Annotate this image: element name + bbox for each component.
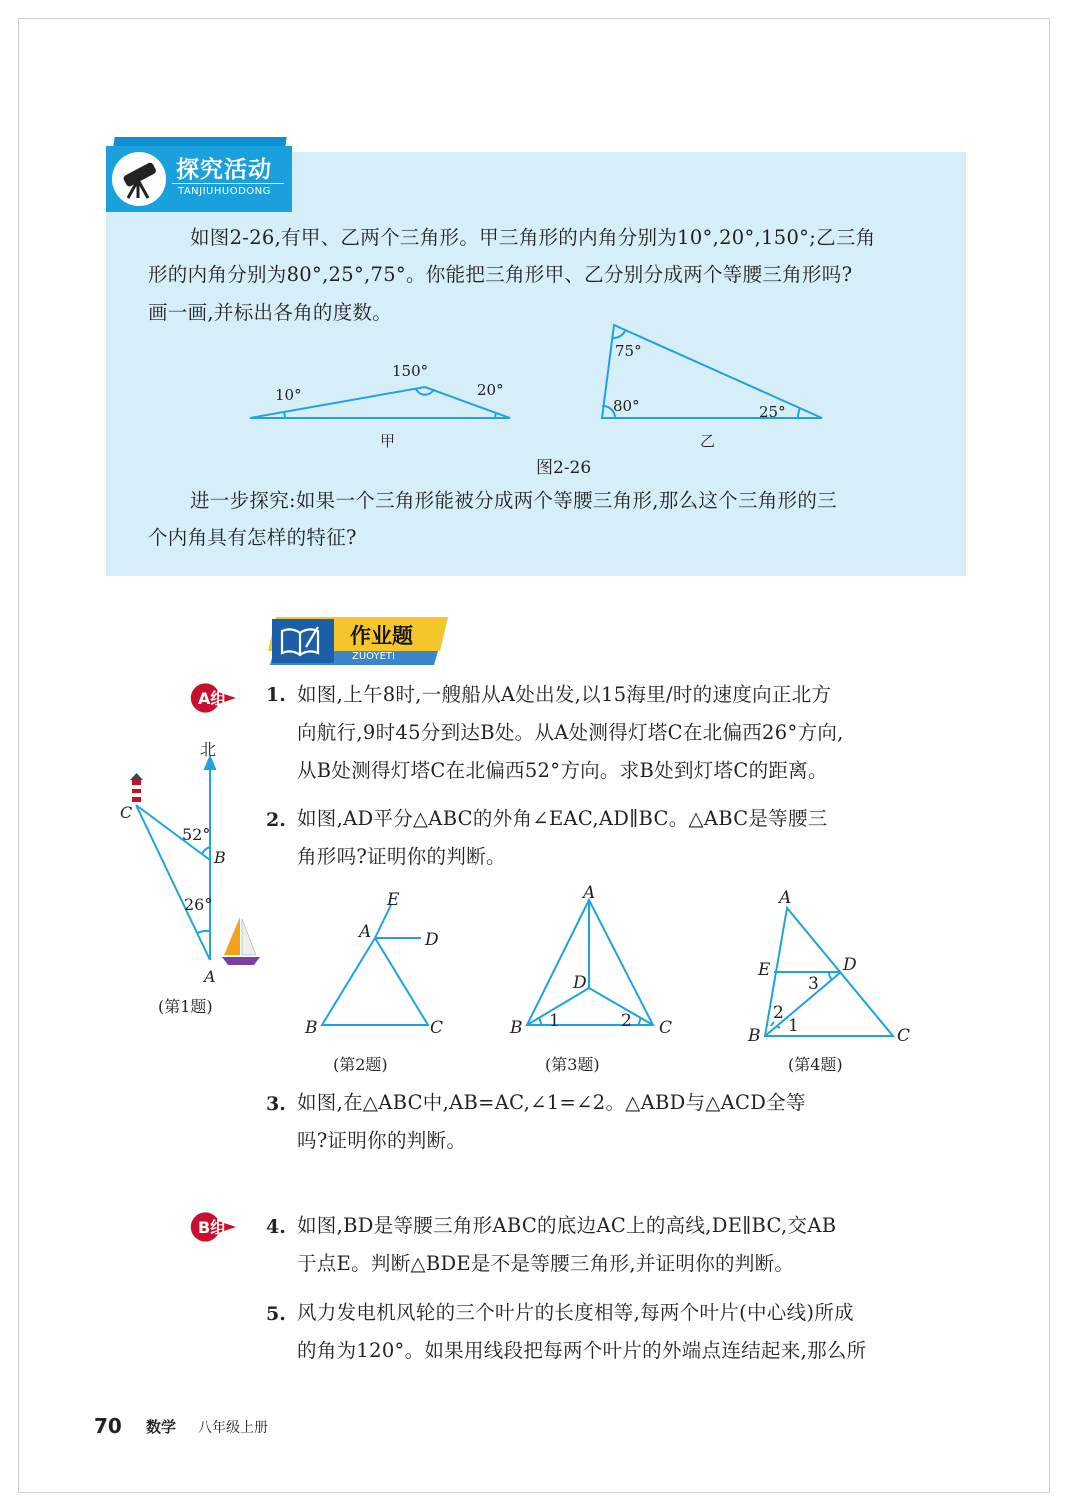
q3-line1: 如图,在△ABC中,AB=AC,∠1=∠2。△ABD与△ACD全等 <box>297 1091 806 1114</box>
q3-number: 3. <box>266 1093 286 1115</box>
fig3-b: B <box>510 1018 523 1038</box>
explore-title-divider <box>172 183 284 184</box>
figure-q4 <box>745 880 925 1045</box>
fig4-caption: (第4题) <box>788 1055 843 1074</box>
q4-number: 4. <box>266 1216 286 1238</box>
jia-label: 甲 <box>380 432 396 450</box>
fig2-caption: (第2题) <box>333 1055 388 1074</box>
book-pencil-icon <box>278 621 324 661</box>
jia-angle-20: 20° <box>477 381 504 399</box>
q5-number: 5. <box>266 1303 286 1325</box>
q4-line2: 于点E。判断△BDE是不是等腰三角形,并证明你的判断。 <box>297 1252 795 1275</box>
group-a-label: A组 <box>198 689 227 708</box>
fig2-a: A <box>359 922 372 942</box>
fig2-c: C <box>430 1018 444 1038</box>
q1-line3: 从B处测得灯塔C在北偏西52°方向。求B处到灯塔C的距离。 <box>297 759 828 782</box>
footer-subject: 数学 <box>146 1418 177 1436</box>
fig3-a: A <box>583 883 596 903</box>
q4-line1: 如图,BD是等腰三角形ABC的底边AC上的高线,DE∥BC,交AB <box>297 1214 837 1237</box>
fig1-b: B <box>214 848 226 867</box>
fig1-north: 北 <box>200 740 217 759</box>
q1-number: 1. <box>266 684 286 706</box>
q1-line1: 如图,上午8时,一艘船从A处出发,以15海里/时的速度向正北方 <box>297 683 832 706</box>
fig3-c: C <box>659 1018 673 1038</box>
fig1-a: A <box>204 967 216 986</box>
q2-line1: 如图,AD平分△ABC的外角∠EAC,AD∥BC。△ABC是等腰三 <box>297 807 828 830</box>
explore-title: 探究活动 <box>176 157 272 183</box>
homework-subtitle: ZUOYETI <box>352 651 395 662</box>
group-b-label: B组 <box>198 1218 227 1237</box>
fig3-1: 1 <box>549 1011 560 1031</box>
explore-subtitle: TANJIUHUODONG <box>178 186 271 197</box>
fig3-2: 2 <box>621 1011 632 1031</box>
q2-number: 2. <box>266 809 286 831</box>
figure-2-26 <box>240 320 840 460</box>
fig1-c: C <box>120 803 133 822</box>
jia-angle-150: 150° <box>392 362 429 380</box>
figure-q2 <box>295 880 465 1045</box>
q5-line2: 的角为120°。如果用线段把每两个叶片的外端点连结起来,那么所 <box>297 1339 867 1362</box>
fig4-2: 2 <box>773 1003 784 1023</box>
explore-para1-line2: 形的内角分别为80°,25°,75°。你能把三角形甲、乙分别分成两个等腰三角形吗? <box>148 263 853 286</box>
q1-line2: 向航行,9时45分到达B处。从A处测得灯塔C在北偏西26°方向, <box>297 721 844 744</box>
lighthouse-icon <box>130 773 143 802</box>
fig3-d: D <box>573 973 587 993</box>
fig1-26: 26° <box>184 895 213 914</box>
yi-angle-75: 75° <box>615 342 642 360</box>
fig1-caption: (第1题) <box>158 997 213 1016</box>
fig2-e: E <box>387 890 400 910</box>
fig4-3: 3 <box>808 974 819 994</box>
fig3-caption: (第3题) <box>545 1055 600 1074</box>
explore-para2-line1: 进一步探究:如果一个三角形能被分成两个等腰三角形,那么这个三角形的三 <box>190 489 837 512</box>
page-number: 70 <box>94 1414 122 1438</box>
fig4-d: D <box>843 955 857 975</box>
q3-line2: 吗?证明你的判断。 <box>297 1129 467 1152</box>
fig1-52: 52° <box>182 825 211 844</box>
figure-q3 <box>505 880 685 1045</box>
explore-para1-line1: 如图2-26,有甲、乙两个三角形。甲三角形的内角分别为10°,20°,150°;乙三角 <box>190 226 876 249</box>
fig4-1: 1 <box>788 1016 799 1036</box>
fig2-d: D <box>425 930 439 950</box>
fig4-e: E <box>758 960 771 980</box>
fig4-c: C <box>897 1026 911 1045</box>
fig4-a: A <box>779 888 792 908</box>
fig4-b: B <box>748 1026 761 1045</box>
figure-q1 <box>110 735 270 995</box>
q2-line2: 角形吗?证明你的判断。 <box>297 845 506 868</box>
yi-label: 乙 <box>700 432 716 450</box>
q5-line1: 风力发电机风轮的三个叶片的长度相等,每两个叶片(中心线)所成 <box>297 1301 854 1324</box>
jia-angle-10: 10° <box>275 386 302 404</box>
telescope-icon <box>110 150 168 208</box>
explore-para2-line2: 个内角具有怎样的特征? <box>148 526 357 549</box>
homework-title: 作业题 <box>350 624 413 648</box>
yi-angle-25: 25° <box>759 403 786 421</box>
footer-book: 八年级上册 <box>198 1420 268 1436</box>
sailboat-icon <box>222 917 260 965</box>
fig2-b: B <box>305 1018 318 1038</box>
figure-caption: 图2-26 <box>536 458 592 478</box>
yi-angle-80: 80° <box>613 397 640 415</box>
explore-para1-line3: 画一画,并标出各角的度数。 <box>148 301 393 324</box>
